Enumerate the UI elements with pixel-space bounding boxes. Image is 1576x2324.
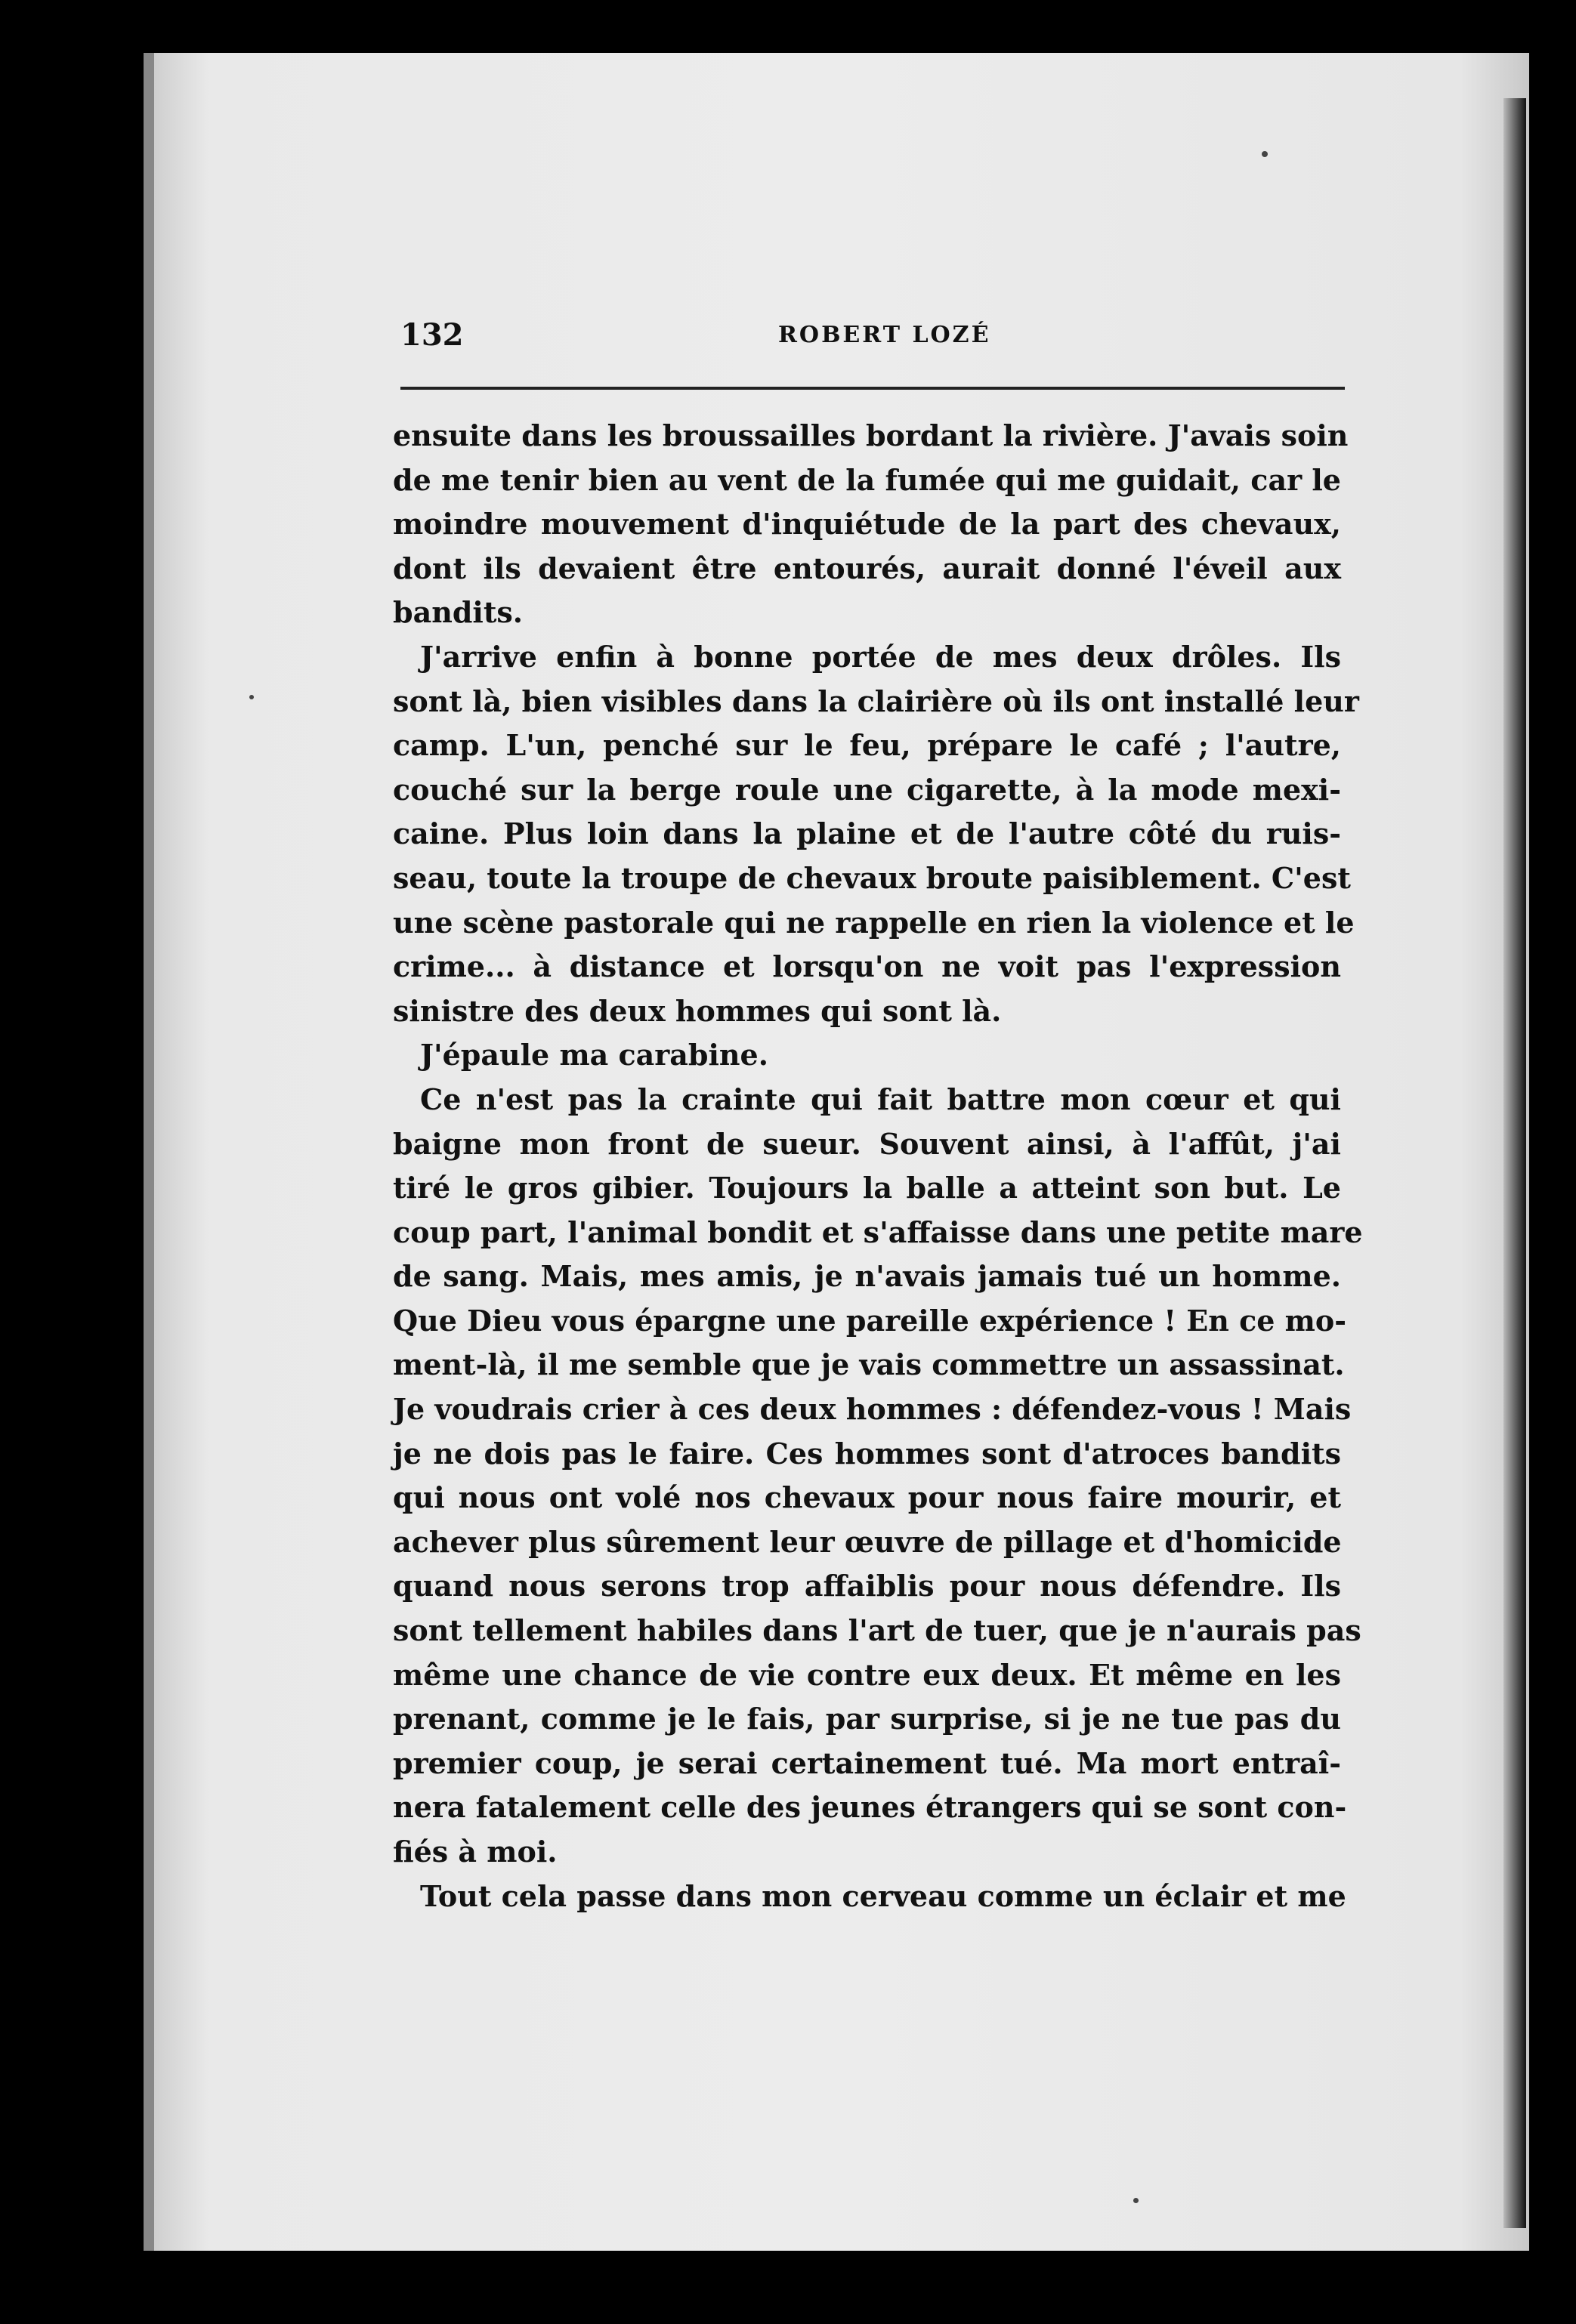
- text-line: premier coup, je serai certainement tué. Ma mort entraî-: [393, 1745, 1341, 1780]
- text-line: sont tellement habiles dans l'art de tuer, que je n'aurais pas: [393, 1613, 1361, 1648]
- text-line: ensuite dans les broussailles bordant la rivière. J'avais soin: [393, 418, 1349, 452]
- text-line: J'épaule ma carabine.: [420, 1038, 768, 1072]
- scan-speck: [1133, 2198, 1139, 2203]
- text-line: dont ils devaient être entourés, aurait donné l'éveil aux: [393, 551, 1341, 585]
- running-title: ROBERT LOZÉ: [778, 322, 991, 348]
- text-line: baigne mon front de sueur. Souvent ainsi, à l'affût, j'ai: [393, 1126, 1341, 1161]
- text-line: nera fatalement celle des jeunes étrangers qui se sont con-: [393, 1790, 1347, 1825]
- text-line: achever plus sûrement leur œuvre de pillage et d'homicide: [393, 1524, 1342, 1559]
- text-line: crime... à distance et lorsqu'on ne voit pas l'expression: [393, 949, 1341, 984]
- body-text: [393, 414, 1363, 1918]
- text-line: Je voudrais crier à ces deux hommes : défendez-vous ! Mais: [393, 1392, 1352, 1427]
- text-line: même une chance de vie contre eux deux. Et même en les: [393, 1657, 1341, 1692]
- text-line: fiés à moi.: [393, 1835, 558, 1869]
- text-line: coup part, l'animal bondit et s'affaisse dans une petite mare: [393, 1214, 1363, 1249]
- text-line: sont là, bien visibles dans la clairière où ils ont installé leur: [393, 684, 1359, 718]
- page-edge-shadow: [1503, 98, 1526, 2228]
- text-line: sinistre des deux hommes qui sont là.: [393, 993, 1002, 1028]
- text-line: tiré le gros gibier. Toujours la balle a atteint son but. Le: [393, 1171, 1341, 1205]
- text-line: une scène pastorale qui ne rappelle en rien la violence et le: [393, 905, 1355, 940]
- text-line: quand nous serons trop affaiblis pour nous défendre. Ils: [393, 1569, 1341, 1603]
- text-line: Tout cela passe dans mon cerveau comme un éclair et me: [420, 1878, 1346, 1913]
- text-line: Ce n'est pas la crainte qui fait battre mon cœur et qui: [420, 1082, 1341, 1116]
- text-line: bandits.: [393, 595, 524, 630]
- text-line: ment-là, il me semble que je vais commettre un assassinat.: [393, 1347, 1345, 1382]
- text-line: je ne dois pas le faire. Ces hommes sont d'atroces bandits: [393, 1436, 1341, 1471]
- page-header: [400, 317, 1345, 363]
- text-line: de sang. Mais, mes amis, je n'avais jamais tué un homme.: [393, 1259, 1341, 1294]
- text-line: seau, toute la troupe de chevaux broute paisiblement. C'est: [393, 860, 1351, 895]
- text-line: moindre mouvement d'inquiétude de la part des chevaux,: [393, 507, 1341, 542]
- header-rule: [400, 387, 1345, 390]
- text-line: Que Dieu vous épargne une pareille expérience ! En ce mo-: [393, 1303, 1346, 1338]
- text-line: prenant, comme je le fais, par surprise, si je ne tue pas du: [393, 1702, 1341, 1736]
- text-line: couché sur la berge roule une cigarette, à la mode mexi-: [393, 772, 1341, 807]
- scan-speck: [249, 695, 254, 699]
- text-line: caine. Plus loin dans la plaine et de l'autre côté du ruis-: [393, 816, 1341, 851]
- text-line: qui nous ont volé nos chevaux pour nous faire mourir, et: [393, 1480, 1341, 1515]
- page-number: 132: [400, 317, 464, 353]
- text-line: de me tenir bien au vent de la fumée qui me guidait, car le: [393, 462, 1341, 497]
- text-line: J'arrive enfin à bonne portée de mes deux drôles. Ils: [420, 639, 1341, 674]
- text-line: camp. L'un, penché sur le feu, prépare le café ; l'autre,: [393, 728, 1341, 763]
- scan-speck: [1262, 151, 1268, 157]
